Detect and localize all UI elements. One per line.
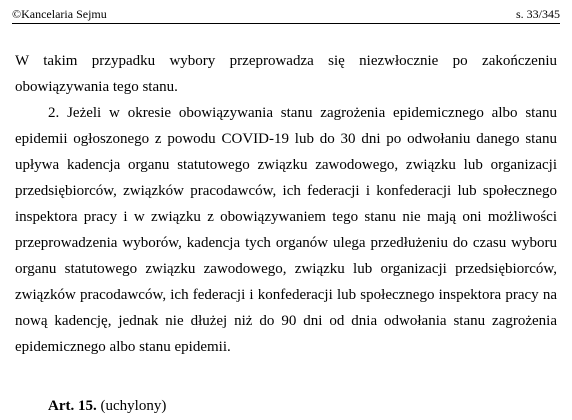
publisher-label: ©Kancelaria Sejmu [12,7,107,21]
paragraph-1: W takim przypadku wybory przeprowadza się niezwłocznie po zakończeniu obowiązywania tego stanu. [15,53,557,95]
document-body [15,48,557,360]
page-header [12,7,560,24]
page-number: s. 33/345 [515,7,560,21]
paragraph-2: 2. Jeżeli w okresie obowiązywania stanu zagrożenia epidemicznego albo stanu epidemii ogłoszonego z powodu COVID-19 lub do 30 dni po odwołaniu danego stanu upływa kadencja organu statutowego związku zawodowego, związku lub organizacji przedsiębiorców, związków pracodawców, ich federacji i konfederacji lub społecznego inspektora pracy i w związku z obowiązywaniem tego stanu nie mają oni możliwości przeprowadzenia wyborów, kadencja tych organów ulega przedłużeniu do czasu wyboru organu statutowego związku zawodowego, związku lub organizacji przedsiębiorców, związków pracodawców, ich federacji i konfederacji lub społecznego inspektora pracy na nową kadencję, jednak nie dłużej niż do 90 dni od dnia odwołania stanu zagrożenia epidemicznego albo stanu epidemii. [15,105,557,355]
article-number: Art. 15. [48,398,97,414]
article-status: (uchylony) [100,398,167,414]
article-15 [48,396,166,416]
